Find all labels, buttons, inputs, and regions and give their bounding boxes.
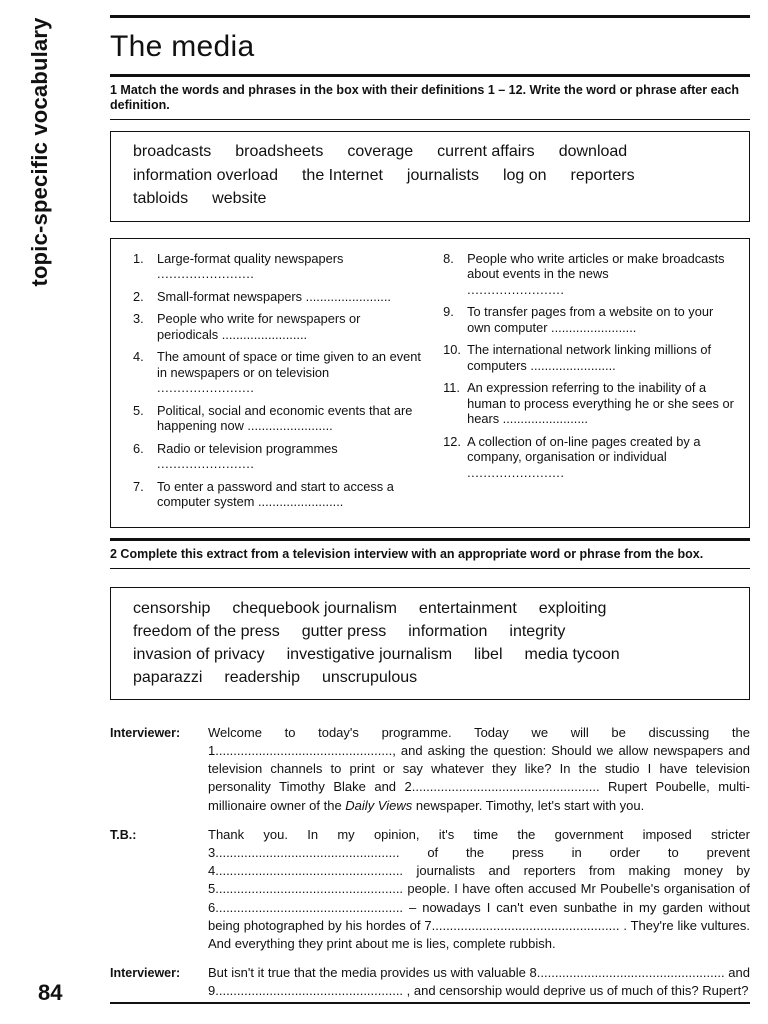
definition-number: 10. <box>443 342 461 357</box>
word-box-line <box>133 187 727 211</box>
definition-text-content: People who write articles or make broadcasts about events in the news <box>467 250 725 281</box>
definition-number: 4. <box>133 349 144 364</box>
definition-text-content: An expression referring to the inability of a human to process everything he or she sees or hears ........................ <box>467 380 734 426</box>
speech-text-part: newspaper. Timothy, let's start with you. <box>412 797 645 813</box>
word-box-line <box>133 620 727 643</box>
instruction-rule <box>110 119 750 120</box>
exercise-2-instruction-rule <box>110 568 750 569</box>
definition-number: 9. <box>443 304 454 319</box>
speech-text-part: But isn't it true that the media provides us with valuable 8.................................................... and 9.................................................... , and censorship would deprive us of much of this? Rupert? <box>208 965 750 999</box>
definition-number: 12. <box>443 433 461 449</box>
section-side-label: topic-specific vocabulary <box>27 17 52 287</box>
speaker-label: T.B.: <box>110 827 137 842</box>
answer-blank: ........................ <box>467 281 565 297</box>
definition-item <box>133 251 423 282</box>
dialogue-turn <box>110 826 750 953</box>
answer-blank: ........................ <box>157 380 255 395</box>
definition-text <box>467 251 739 298</box>
word-box-item: tabloids <box>133 190 189 207</box>
word-box-line <box>133 666 727 689</box>
definition-text <box>157 479 423 510</box>
definition-item <box>443 304 739 335</box>
word-box-item: paparazzi <box>133 669 203 687</box>
definition-number: 6. <box>133 440 144 456</box>
definition-number: 11. <box>443 380 460 395</box>
definition-item <box>133 349 423 396</box>
speech-text <box>208 826 750 953</box>
speech-text <box>208 724 750 815</box>
word-box-item: censorship <box>133 599 211 617</box>
definition-text-content: Large-format quality newspapers <box>157 250 344 266</box>
word-box-item: integrity <box>509 622 566 640</box>
word-box-item: website <box>212 190 267 207</box>
newspaper-name: Daily Views <box>345 797 413 813</box>
definition-text-content: Radio or television programmes <box>157 440 338 456</box>
word-box-item: reporters <box>570 166 635 184</box>
definition-item <box>443 251 739 298</box>
exercise-2-word-box <box>110 587 750 700</box>
speech-text-part: Thank you. In my opinion, it's time the government imposed stricter 3................................................... of the press in order to prevent 4.................................................... journalists and reporters from making money by 5.................................................... people. I have often accused Mr Poubelle's organisation of 6.................................................... – nowadays I can't even sunbathe in my garden without being photographed by his hordes of 7.................................................... . They're like vultures. And everything they print about me is lies, complete rubbish. <box>208 826 750 951</box>
definition-text <box>467 434 739 481</box>
speech-text <box>208 964 750 1000</box>
definition-text-content: To enter a password and start to access a computer system ........................ <box>157 478 394 509</box>
definition-text <box>467 304 739 335</box>
word-box-item: log on <box>502 166 547 184</box>
word-box-item: information <box>408 622 488 640</box>
word-box-item: invasion of privacy <box>133 646 265 664</box>
page-number: 84 <box>38 980 63 1005</box>
word-box-item: journalists <box>406 166 479 184</box>
word-box-item: libel <box>474 646 503 664</box>
definition-text <box>157 403 423 434</box>
definition-item <box>133 311 423 342</box>
definition-text-content: Small-format newspapers ........................ <box>157 288 391 304</box>
word-box-item: gutter press <box>301 622 387 640</box>
word-box-line <box>133 164 727 188</box>
word-box-item: unscrupulous <box>321 669 418 687</box>
exercise-1-instruction: 1 Match the words and phrases in the box with their definitions 1 – 12. Write the word or phrase after each definition. <box>110 83 740 112</box>
word-box-item: download <box>558 143 628 160</box>
word-box-item: information overload <box>133 166 278 184</box>
definition-item <box>133 441 423 472</box>
definition-item <box>443 380 739 427</box>
definition-text <box>157 311 423 342</box>
word-box-line <box>133 140 727 164</box>
dialogue-turn <box>110 724 750 815</box>
definition-number: 8. <box>443 250 454 266</box>
page-title: The media <box>110 30 255 63</box>
dialogue-turn <box>110 964 750 1000</box>
word-box-item: freedom of the press <box>133 622 280 640</box>
definitions-box <box>110 238 750 528</box>
definition-number: 5. <box>133 402 144 418</box>
definition-item <box>443 434 739 481</box>
speech-text-part: Welcome to today's programme. Today we will be discussing the 1................................................., and asking the question: Should we allow newspapers and television channels to print or say whatever they like? In the studio I have television personality Timothy Blake and 2.................................................... Rupert Poubelle, multi-millionaire owner of the <box>208 724 750 813</box>
definitions-left-column <box>133 251 423 517</box>
speaker-label: Interviewer: <box>110 966 181 981</box>
definition-number: 2. <box>133 288 144 304</box>
word-box-item: exploiting <box>538 599 607 617</box>
definition-text <box>157 289 423 305</box>
word-box-item: chequebook journalism <box>232 599 397 617</box>
definition-item <box>133 289 423 305</box>
top-rule <box>110 15 750 18</box>
definition-number: 1. <box>133 250 144 266</box>
page-content <box>110 15 750 1012</box>
definition-number: 7. <box>133 478 144 494</box>
definition-text <box>157 441 423 472</box>
speaker-label: Interviewer: <box>110 725 181 740</box>
bottom-rule <box>110 1002 750 1004</box>
word-box-item: broadsheets <box>235 143 324 160</box>
exercise-1-word-box <box>110 131 750 222</box>
definitions-right-column <box>437 251 739 517</box>
definition-text-content: People who write for newspapers or periodicals ........................ <box>157 311 361 342</box>
definition-text-content: Political, social and economic events that are happening now ........................ <box>157 402 413 433</box>
word-box-line <box>133 597 727 620</box>
definition-text-content: The international network linking millions of computers ........................ <box>467 342 712 373</box>
definition-item <box>133 479 423 510</box>
word-box-item: media tycoon <box>524 646 620 664</box>
word-box-item: the Internet <box>301 166 383 184</box>
word-box-item: current affairs <box>437 143 535 160</box>
definition-number: 3. <box>133 311 144 326</box>
exercise-2-instruction: 2 Complete this extract from a television interview with an appropriate word or phrase from the box. <box>110 546 704 561</box>
definition-text-content: To transfer pages from a website on to your own computer ........................ <box>467 304 714 335</box>
interview-dialogue <box>110 724 750 1001</box>
word-box-line <box>133 643 727 666</box>
definition-text <box>157 251 423 282</box>
answer-blank: ........................ <box>467 464 565 480</box>
word-box-item: coverage <box>347 143 414 160</box>
word-box-item: readership <box>224 669 300 687</box>
definition-text <box>467 342 739 373</box>
definition-text-content: A collection of on-line pages created by a company, organisation or individual <box>467 433 701 464</box>
definition-text-content: The amount of space or time given to an event in newspapers or on television <box>157 349 421 380</box>
answer-blank: ........................ <box>157 266 255 281</box>
word-box-item: entertainment <box>418 599 517 617</box>
word-box-item: investigative journalism <box>286 646 453 664</box>
definition-text <box>157 349 423 396</box>
word-box-item: broadcasts <box>133 143 212 160</box>
answer-blank: ........................ <box>157 456 255 471</box>
definition-item <box>133 403 423 434</box>
definition-text <box>467 380 739 427</box>
definition-item <box>443 342 739 373</box>
